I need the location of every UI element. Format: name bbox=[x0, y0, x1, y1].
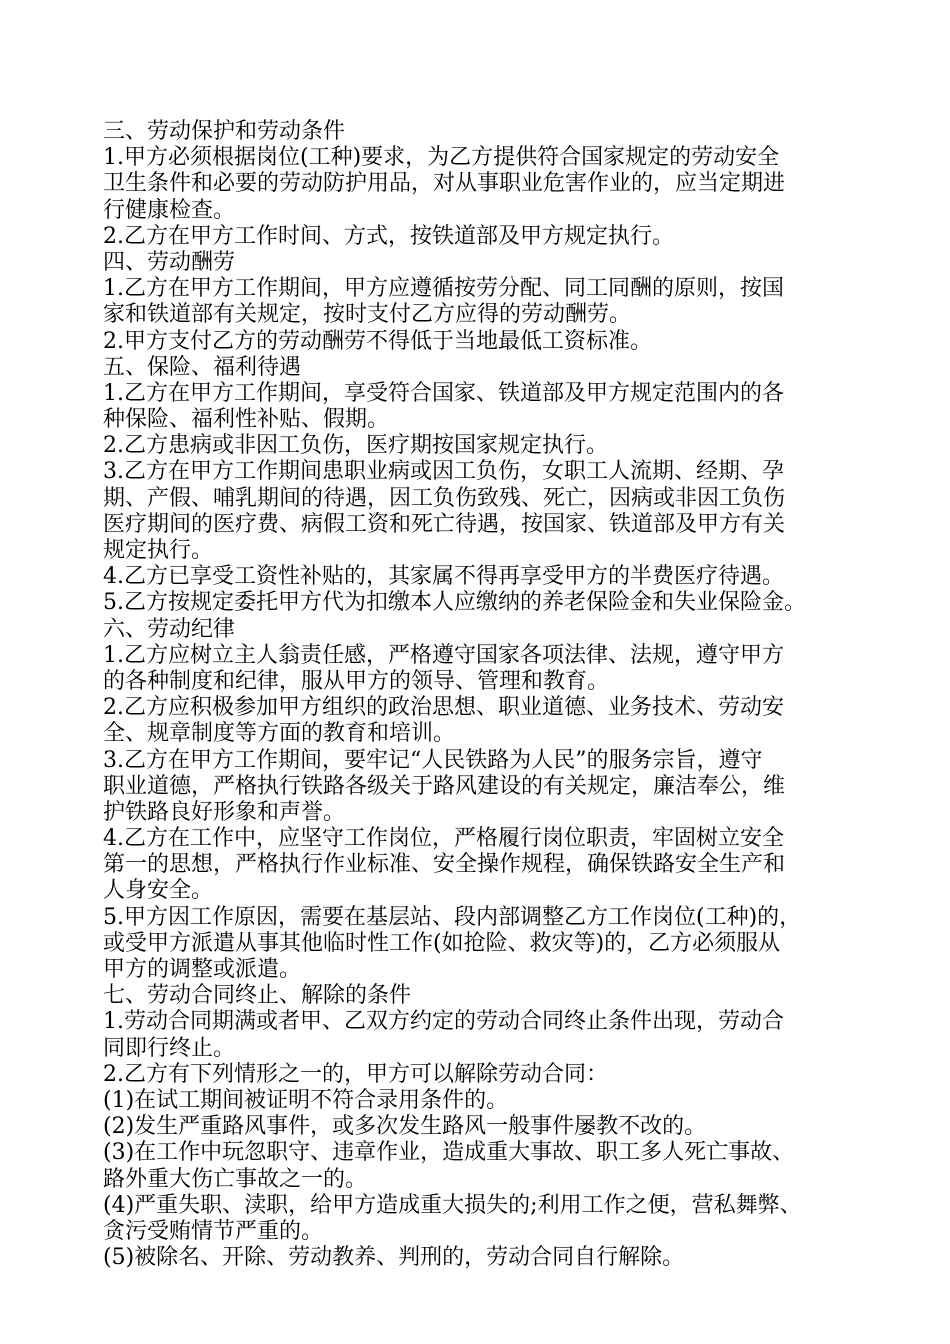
paragraph-line: 护铁路良好形象和声誉。 bbox=[103, 799, 346, 825]
paragraph-line: 人身安全。 bbox=[103, 878, 214, 904]
paragraph-line: 职业道德，严格执行铁路各级关于路风建设的有关规定，廉洁奉公，维 bbox=[103, 773, 786, 799]
paragraph-line: 5.甲方因工作原因，需要在基层站、段内部调整乙方工作岗位(工种)的， bbox=[103, 904, 802, 930]
paragraph-line: 2.乙方患病或非因工负伤，医疗期按国家规定执行。 bbox=[103, 433, 608, 459]
paragraph-line: 5.乙方按规定委托甲方代为扣缴本人应缴纳的养老保险金和失业保险金。 bbox=[103, 590, 806, 616]
paragraph-line: 期、产假、哺乳期间的待遇，因工负伤致残、死亡，因病或非因工负伤 bbox=[103, 485, 786, 511]
paragraph-line: 1.劳动合同期满或者甲、乙双方约定的劳动合同终止条件出现，劳动合 bbox=[103, 1009, 784, 1035]
paragraph-line: 2.乙方在甲方工作时间、方式，按铁道部及甲方规定执行。 bbox=[103, 223, 674, 249]
document-body bbox=[103, 119, 863, 1271]
paragraph-line: 4.乙方已享受工资性补贴的，其家属不得再享受甲方的半费医疗待遇。 bbox=[103, 564, 784, 590]
paragraph-line: 2.乙方有下列情形之一的，甲方可以解除劳动合同： bbox=[103, 1061, 608, 1087]
paragraph-line: 卫生条件和必要的劳动防护用品，对从事职业危害作业的，应当定期进 bbox=[103, 171, 786, 197]
list-item: 贪污受贿情节严重的。 bbox=[103, 1218, 324, 1244]
section-heading-3: 三、劳动保护和劳动条件 bbox=[103, 119, 346, 144]
paragraph-line: 1.乙方在甲方工作期间，享受符合国家、铁道部及甲方规定范围内的各 bbox=[103, 380, 784, 406]
paragraph-line: 的各种制度和纪律，服从甲方的领导、管理和教育。 bbox=[103, 668, 610, 694]
paragraph-line: 1.甲方必须根据岗位(工种)要求，为乙方提供符合国家规定的劳动安全 bbox=[103, 145, 780, 171]
paragraph-line: 全、规章制度等方面的教育和培训。 bbox=[103, 721, 456, 747]
list-item: 路外重大伤亡事故之一的。 bbox=[103, 1166, 368, 1192]
paragraph-line: 3.乙方在甲方工作期间，要牢记“人民铁路为人民”的服务宗旨，遵守 bbox=[103, 747, 763, 773]
paragraph-line: 第一的思想，严格执行作业标准、安全操作规程，确保铁路安全生产和 bbox=[103, 852, 786, 878]
paragraph-line: 家和铁道部有关规定，按时支付乙方应得的劳动酬劳。 bbox=[103, 302, 632, 328]
list-item: (1)在试工期间被证明不符合录用条件的。 bbox=[103, 1087, 509, 1113]
section-heading-4: 四、劳动酬劳 bbox=[103, 249, 236, 275]
paragraph-line: 或受甲方派遣从事其他临时性工作(如抢险、救灾等)的，乙方必须服从 bbox=[103, 930, 781, 956]
paragraph-line: 1.乙方应树立主人翁责任感，严格遵守国家各项法律、法规，遵守甲方 bbox=[103, 642, 784, 668]
list-item: (3)在工作中玩忽职守、违章作业，造成重大事故、职工多人死亡事故、 bbox=[103, 1140, 795, 1166]
list-item: (5)被除名、开除、劳动教养、判刑的，劳动合同自行解除。 bbox=[103, 1245, 685, 1271]
section-heading-5: 五、保险、福利待遇 bbox=[103, 354, 302, 380]
paragraph-line: 4.乙方在工作中，应坚守工作岗位，严格履行岗位职责，牢固树立安全 bbox=[103, 826, 784, 852]
paragraph-line: 甲方的调整或派遣。 bbox=[103, 957, 302, 982]
paragraph-line: 医疗期间的医疗费、病假工资和死亡待遇，按国家、铁道部及甲方有关 bbox=[103, 511, 786, 537]
section-heading-7: 七、劳动合同终止、解除的条件 bbox=[103, 983, 412, 1009]
list-item: (2)发生严重路风事件，或多次发生路风一般事件屡教不改的。 bbox=[103, 1114, 707, 1140]
section-heading-6: 六、劳动纪律 bbox=[103, 616, 236, 642]
paragraph-line: 规定执行。 bbox=[103, 538, 214, 563]
paragraph-line: 行健康检查。 bbox=[103, 197, 236, 223]
paragraph-line: 同即行终止。 bbox=[103, 1035, 236, 1061]
paragraph-line: 2.甲方支付乙方的劳动酬劳不得低于当地最低工资标准。 bbox=[103, 328, 652, 354]
paragraph-line: 2.乙方应积极参加甲方组织的政治思想、职业道德、业务技术、劳动安 bbox=[103, 695, 784, 721]
list-item: (4)严重失职、渎职，给甲方造成重大损失的;利用工作之便，营私舞弊、 bbox=[103, 1192, 802, 1218]
paragraph-line: 种保险、福利性补贴、假期。 bbox=[103, 407, 390, 433]
paragraph-line: 3.乙方在甲方工作期间患职业病或因工负伤，女职工人流期、经期、孕 bbox=[103, 459, 784, 485]
paragraph-line: 1.乙方在甲方工作期间，甲方应遵循按劳分配、同工同酬的原则，按国 bbox=[103, 276, 784, 302]
